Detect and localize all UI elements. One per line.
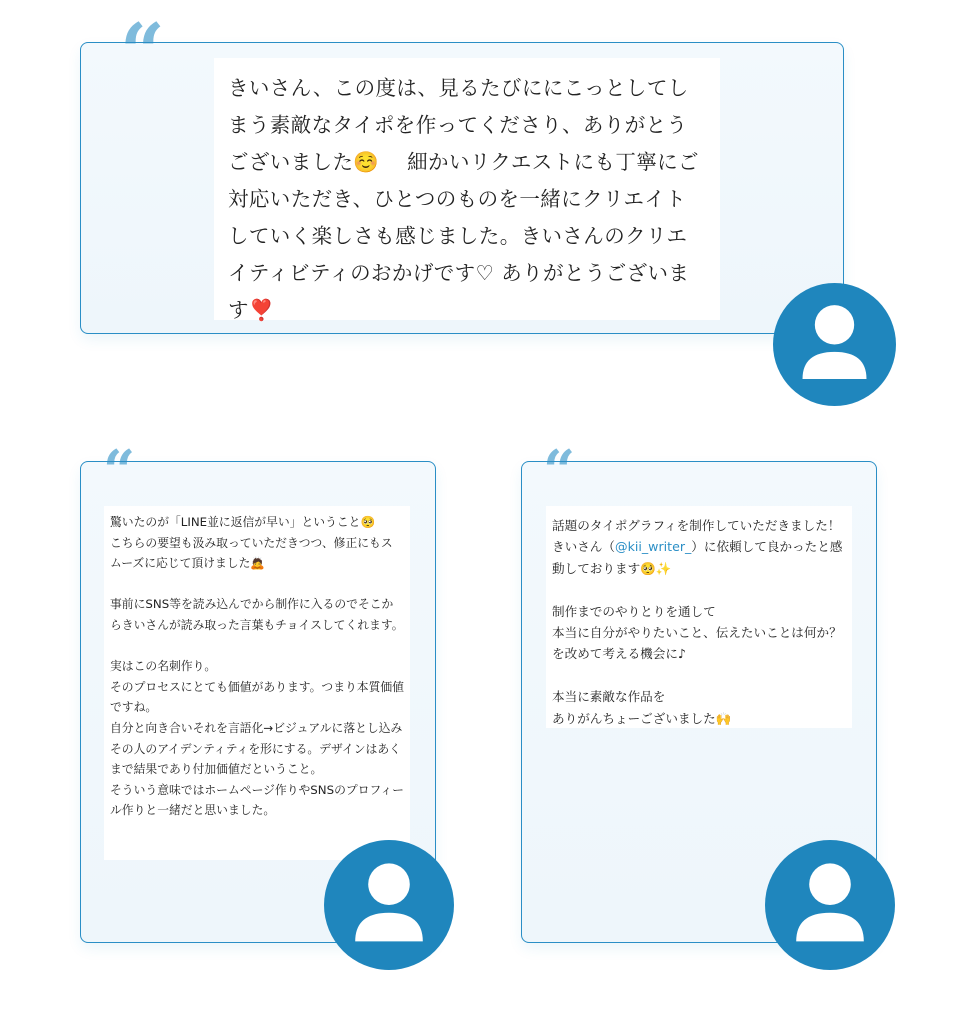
testimonial-text-3 xyxy=(546,506,852,728)
quote-open-icon: “ xyxy=(543,438,576,504)
avatar xyxy=(324,840,454,970)
avatar xyxy=(773,283,896,406)
avatar xyxy=(765,840,895,970)
testimonial-text-3-start: 話題のタイポグラフィを制作していただきました！きいさん（ xyxy=(552,518,841,555)
quote-open-icon: “ xyxy=(120,7,165,98)
quote-open-icon: “ xyxy=(103,438,136,504)
user-avatar-icon xyxy=(324,840,454,970)
twitter-handle-link[interactable]: @kii_writer_ xyxy=(614,539,692,555)
testimonial-text-3-end: ）に依頼して良かったと感動しております🥺✨ 制作までのやりとりを通して 本当に自分がやりたいこと、伝えたいことは何か？を改めて考える機会に♪ 本当に素敵な作品を ありがんちょーございました🙌 xyxy=(552,539,843,726)
testimonial-text-2: 驚いたのが「LINE並に返信が早い」ということ🥺 こちらの要望も汲み取っていただきつつ、修正にもスムーズに応じて頂けました🙇 事前にSNS等を読み込んでから制作に入るのでそこからきいさんが読み取った言葉もチョイスしてくれます。 実はこの名刺作り。 そのプロセスにとても価値があります。つまり本質価値ですね。 自分と向き合いそれを言語化→ビジュアルに落とし込みその人のアイデンティティを形にする。デザインはあくまで結果であり付加価値だということ。 そういう意味ではホームページ作りやSNSのプロフィール作りと一緒だと思いました。 xyxy=(104,506,410,860)
testimonial-text-1: きいさん、この度は、見るたびににこっとしてしまう素敵なタイポを作ってくださり、ありがとうございました☺️ 細かいリクエストにも丁寧にご対応いただき、ひとつのものを一緒にクリエイトしていく楽しさも感じました。きいさんのクリエイティビティのおかげです♡ ありがとうございます❣️ xyxy=(214,58,720,320)
user-avatar-icon xyxy=(773,283,896,406)
user-avatar-icon xyxy=(765,840,895,970)
